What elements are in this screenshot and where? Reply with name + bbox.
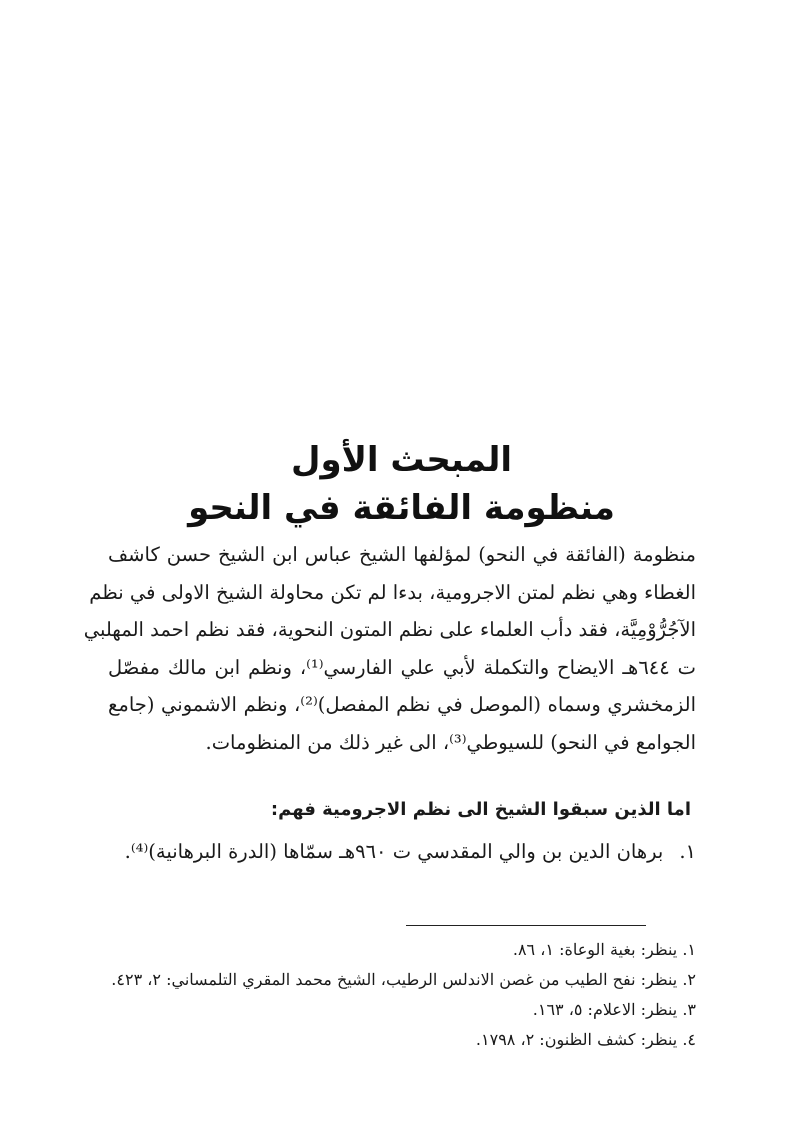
- paragraph-line: ت ٦٤٤هـ الايضاح والتكملة لأبي علي الفارسي⁽¹⁾، ونظم ابن مالك مفصّل: [108, 655, 696, 679]
- footnote: ٢. ينظر: نفح الطيب من غصن الاندلس الرطيب، الشيخ محمد المقري التلمساني: ٢، ٤٢٣.: [111, 970, 696, 989]
- section-heading: المبحث الأول: [290, 440, 513, 480]
- footnotes: [108, 935, 696, 1055]
- paragraph-line: الآجُرُّوْمِيَّة، فقد دأب العلماء على نظم المتون النحوية، فقد نظم احمد المهلبي: [83, 618, 696, 642]
- footnote-divider: [406, 925, 646, 926]
- subheading: اما الذين سبقوا الشيخ الى نظم الاجرومية فهم:: [270, 799, 691, 820]
- list-item-number: ١.: [679, 840, 696, 863]
- paragraph-line: الزمخشري وسماه (الموصل في نظم المفصل)⁽²⁾، ونظم الاشموني (جامع: [108, 693, 696, 717]
- footnote: ١. ينظر: بغية الوعاة: ١، ٨٦.: [512, 940, 696, 959]
- paragraph-line: منظومة (الفائقة في النحو) لمؤلفها الشيخ عباس ابن الشيخ حسن كاشف: [108, 543, 696, 566]
- list-item: [108, 836, 696, 868]
- paragraph-line: الجوامع في النحو) للسيوطي⁽³⁾، الى غير ذلك من المنظومات.: [205, 730, 696, 754]
- footnote: ٣. ينظر: الاعلام: ٥، ١٦٣.: [532, 1000, 696, 1019]
- list-item-text: برهان الدين بن والي المقدسي ت ٩٦٠هـ سمّاها (الدرة البرهانية)⁽⁴⁾.: [124, 840, 664, 863]
- footnote: ٤. ينظر: كشف الظنون: ٢، ١٧٩٨.: [475, 1030, 696, 1049]
- paragraph-line: الغطاء وهي نظم لمتن الاجرومية، بدءا لم تكن محاولة الشيخ الاولى في نظم: [89, 580, 696, 604]
- section-title: منظومة الفائقة في النحو: [188, 488, 615, 528]
- body-paragraph: [83, 536, 696, 762]
